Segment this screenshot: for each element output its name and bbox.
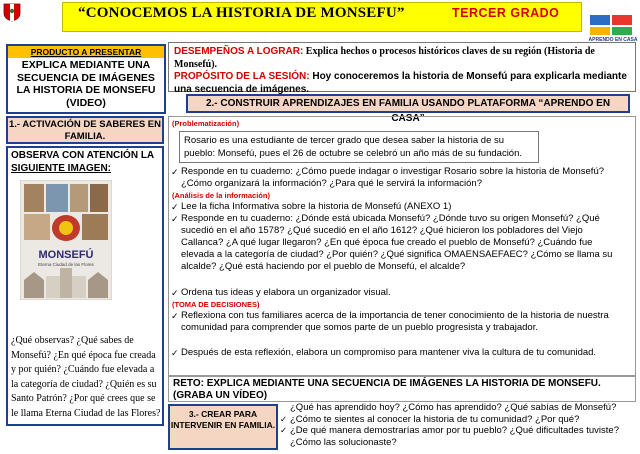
reto-box: RETO: EXPLICA MEDIANTE UNA SECUENCIA DE IMÁGENES LA HISTORIA DE MONSEFU. (GRABA UN VÍDEO) <box>168 376 636 402</box>
section2-title: 2.- CONSTRUIR APRENDIZAJES EN FAMILIA USANDO PLATAFORMA “APRENDO EN CASA” <box>186 94 630 113</box>
respond1-item: ✓ Responde en tu cuaderno: ¿Cómo puede indagar o investigar Rosario sobre la historia de Monsefú? ¿Cómo organizará la información? ¿Para qué le servirá la información? <box>181 166 621 190</box>
problematizacion-label: (Problematización) <box>172 119 240 128</box>
learning-content <box>168 116 636 376</box>
section3-title: 3.- CREAR PARA INTERVENIR EN FAMILIA. <box>168 404 278 450</box>
ficha-item: ✓ Lee la ficha Informativa sobre la historia de Monsefú (ANEXO 1) <box>181 201 621 213</box>
section1-title: 1.- ACTIVACIÓN DE SABERES EN FAMILIA. <box>6 116 164 144</box>
product-heading: PRODUCTO A PRESENTAR <box>8 46 164 58</box>
respond2-item: ✓ Responde en tu cuaderno: ¿Dónde está ubicada Monsefú? ¿Dónde tuvo su origen Monsefú? ¿Qué sucedió en el año 1578? ¿Qué sucedió en el año 1612? ¿Qué hicieron los pobladores del Viejo Callanca? ¿A qué lugar llegaron? ¿En qué época fue creado el pueblo de Monsefú? ¿Cuándo fue elevada a la categoría de ciudad? ¿Por quién? ¿Qué significa OMAENSAEFAEC? ¿Cómo se llama su alcalde? ¿Qué está haciendo por el pueblo de Monsefú, el alcalde? <box>181 213 625 273</box>
analisis-label: (Análisis de la información) <box>172 191 270 200</box>
page-title: “CONOCEMOS LA HISTORIA DE MONSEFU” <box>78 5 405 21</box>
observe-instruction <box>11 150 161 175</box>
product-box <box>6 44 166 114</box>
product-text: EXPLICA MEDIANTE UNA SECUENCIA DE IMÁGENES LA HISTORIA DE MONSEFU (VIDEO) <box>16 59 156 109</box>
performance-box <box>168 42 636 95</box>
grade-label: TERCER GRADO <box>452 6 560 20</box>
activation-questions: ¿Qué observas? ¿Qué sabes de Monsefú? ¿En qué época fue creada y por quién? ¿Cuándo fue elevada a la categoría de ciudad? ¿Quién es su Santo Patrón? ¿Por qué crees que se le llama Eterna Ciudad de las Flores? <box>11 335 161 419</box>
observe-line1: OBSERVA CON ATENCIÓN LA <box>11 150 155 161</box>
desempenos-label: DESEMPEÑOS A LOGRAR: <box>174 46 304 57</box>
closing-q2: ✓ ¿Cómo te sientes al conocer la historia de tu comunidad? ¿Por qué? <box>282 414 636 426</box>
book-title: MONSEFÚ <box>38 249 94 261</box>
observe-line2: SIGUIENTE IMAGEN: <box>11 162 112 174</box>
proposito-text: Hoy conoceremos la historia de Monsefú para explicarla mediante una secuencia de imágenes. <box>174 71 627 95</box>
rosario-text: Rosario es una estudiante de tercer grado que desea saber la historia de su pueblo: Monsefú, pues el 26 de octubre se celebró un año más de su fundación. <box>179 131 539 163</box>
decisiones-label: (TOMA DE DECISIONES) <box>172 300 260 309</box>
desempenos-text: Explica hechos o procesos históricos claves de su región (Historia de Monsefú). <box>174 46 595 70</box>
logo-text: APRENDO EN CASA <box>588 37 638 43</box>
proposito-label: PROPÓSITO DE LA SESIÓN: <box>174 71 310 82</box>
closing-q1: ¿Qué has aprendido hoy? ¿Cómo has aprendido? ¿Qué sabías de Monsefú? <box>290 402 617 413</box>
closing-q3: ✓ ¿De qué manera demostrarías amor por tu pueblo? ¿Qué dificultades tuviste? ¿Cómo las solucionaste? <box>282 425 636 448</box>
despues-item: ✓ Después de esta reflexión, elabora un compromiso para mantener viva la cultura de tu comunidad. <box>181 347 621 359</box>
reflexiona-item: ✓ Reflexiona con tus familiares acerca de la importancia de tener conocimiento de la historia de nuestra comunidad para comprender que somos parte de un pueblo progresista y trabajador. <box>181 310 625 334</box>
closing-questions <box>282 402 636 448</box>
peru-shield-icon <box>2 2 22 22</box>
aprendo-en-casa-logo <box>588 13 638 43</box>
monsefu-book-cover <box>20 180 112 300</box>
ordena-item: ✓ Ordena tus ideas y elabora un organizador visual. <box>181 287 621 299</box>
activation-panel <box>6 146 164 426</box>
book-subtitle: Eterna Ciudad de las Flores <box>38 262 94 267</box>
